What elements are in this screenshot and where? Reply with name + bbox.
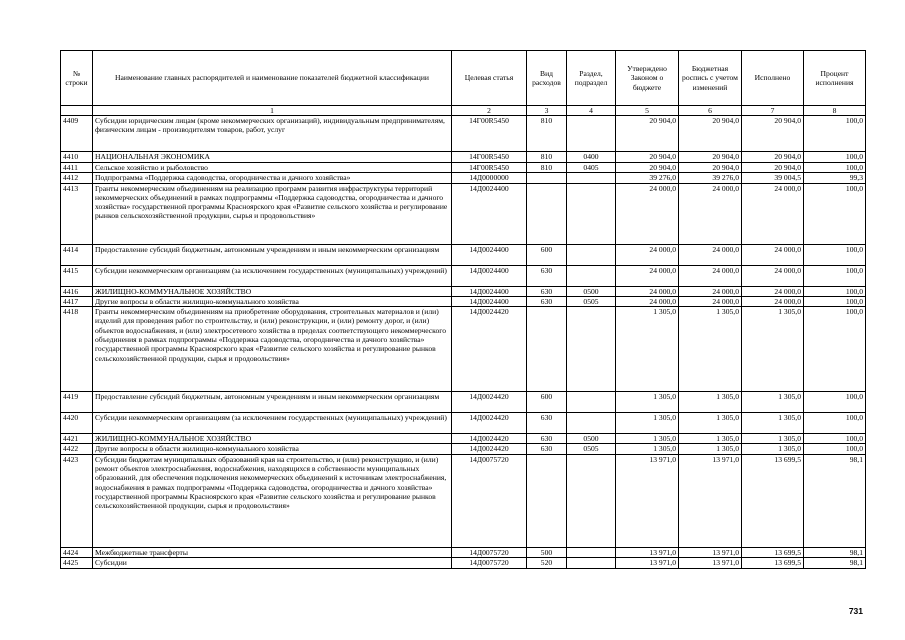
row-number: 4416: [61, 286, 93, 296]
header-row-no: № строки: [61, 51, 93, 106]
budget-list-amount: 24 000,0: [679, 265, 742, 286]
expense-type: 500: [527, 547, 567, 557]
row-number: 4424: [61, 547, 93, 557]
approved-amount: 24 000,0: [616, 183, 679, 244]
header-target: Целевая статья: [452, 51, 527, 106]
approved-amount: 1 305,0: [616, 392, 679, 413]
column-number: 8: [804, 106, 866, 116]
section-code: [567, 265, 616, 286]
header-percent: Процент исполнения: [804, 51, 866, 106]
table-row: [61, 558, 866, 569]
executed-amount: 39 004,5: [742, 173, 804, 183]
column-number: 4: [567, 106, 616, 116]
row-number: 4418: [61, 307, 93, 392]
expense-type: 600: [527, 392, 567, 413]
executed-amount: 20 904,0: [742, 116, 804, 152]
budget-list-amount: 24 000,0: [679, 286, 742, 296]
budget-list-amount: 20 904,0: [679, 116, 742, 152]
table-body: [61, 116, 866, 569]
target-article: 14Д0024400: [452, 296, 527, 306]
row-number: 4411: [61, 163, 93, 173]
approved-amount: 13 971,0: [616, 547, 679, 557]
expense-type: 810: [527, 152, 567, 163]
column-number: 5: [616, 106, 679, 116]
table-row: [61, 444, 866, 454]
table-row: [61, 434, 866, 444]
row-name: Субсидии некоммерческим организациям (за исключением государственных (муниципальных) учреждений): [93, 413, 452, 434]
budget-list-amount: 24 000,0: [679, 296, 742, 306]
target-article: 14Д0000000: [452, 173, 527, 183]
expense-type: 630: [527, 286, 567, 296]
execution-percent: 100,0: [804, 392, 866, 413]
expense-type: 520: [527, 558, 567, 569]
execution-percent: 100,0: [804, 152, 866, 163]
target-article: 14Д0024420: [452, 392, 527, 413]
approved-amount: 39 276,0: [616, 173, 679, 183]
row-number: 4417: [61, 296, 93, 306]
budget-list-amount: 13 971,0: [679, 454, 742, 547]
row-number: 4413: [61, 183, 93, 244]
row-name: ЖИЛИЩНО-КОММУНАЛЬНОЕ ХОЗЯЙСТВО: [93, 434, 452, 444]
table-row: [61, 183, 866, 244]
budget-list-amount: 1 305,0: [679, 413, 742, 434]
budget-list-amount: 39 276,0: [679, 173, 742, 183]
section-code: [567, 454, 616, 547]
section-code: 0505: [567, 444, 616, 454]
budget-list-amount: 13 971,0: [679, 558, 742, 569]
target-article: 14Д0075720: [452, 547, 527, 557]
executed-amount: 1 305,0: [742, 434, 804, 444]
section-code: 0500: [567, 434, 616, 444]
target-article: 14Д0024420: [452, 434, 527, 444]
column-number: 7: [742, 106, 804, 116]
approved-amount: 24 000,0: [616, 286, 679, 296]
target-article: 14Д0075720: [452, 454, 527, 547]
row-number: 4415: [61, 265, 93, 286]
row-number: 4425: [61, 558, 93, 569]
row-name: Подпрограмма «Поддержка садоводства, огородничества и дачного хозяйства»: [93, 173, 452, 183]
table-row: [61, 286, 866, 296]
execution-percent: 100,0: [804, 244, 866, 265]
section-code: [567, 173, 616, 183]
executed-amount: 1 305,0: [742, 444, 804, 454]
section-code: [567, 307, 616, 392]
column-number: 6: [679, 106, 742, 116]
approved-amount: 20 904,0: [616, 152, 679, 163]
section-code: [567, 244, 616, 265]
table-row: [61, 244, 866, 265]
table-row: [61, 307, 866, 392]
row-number: 4410: [61, 152, 93, 163]
budget-list-amount: 1 305,0: [679, 307, 742, 392]
execution-percent: 100,0: [804, 444, 866, 454]
row-name: Субсидии: [93, 558, 452, 569]
row-name: Межбюджетные трансферты: [93, 547, 452, 557]
row-number: 4423: [61, 454, 93, 547]
expense-type: 630: [527, 296, 567, 306]
section-code: [567, 558, 616, 569]
row-name: Субсидии юридическим лицам (кроме некоммерческих организаций), индивидуальным предпринимателям, физическим лицам - производителям товаров, работ, услуг: [93, 116, 452, 152]
approved-amount: 24 000,0: [616, 265, 679, 286]
approved-amount: 24 000,0: [616, 244, 679, 265]
expense-type: 630: [527, 434, 567, 444]
budget-execution-table: [60, 50, 866, 569]
executed-amount: 24 000,0: [742, 244, 804, 265]
target-article: 14Д0075720: [452, 558, 527, 569]
expense-type: [527, 307, 567, 392]
target-article: 14Д0024400: [452, 265, 527, 286]
execution-percent: 98,1: [804, 547, 866, 557]
approved-amount: 1 305,0: [616, 444, 679, 454]
target-article: 14Д0024400: [452, 244, 527, 265]
header-section: Раздел, подраздел: [567, 51, 616, 106]
execution-percent: 100,0: [804, 163, 866, 173]
row-number: 4419: [61, 392, 93, 413]
section-code: [567, 547, 616, 557]
executed-amount: 24 000,0: [742, 265, 804, 286]
expense-type: [527, 173, 567, 183]
target-article: 14Г00R5450: [452, 163, 527, 173]
expense-type: 630: [527, 444, 567, 454]
row-name: Сельское хозяйство и рыболовство: [93, 163, 452, 173]
row-name: Другие вопросы в области жилищно-коммунального хозяйства: [93, 444, 452, 454]
execution-percent: 98,1: [804, 454, 866, 547]
target-article: 14Д0024420: [452, 413, 527, 434]
approved-amount: 20 904,0: [616, 116, 679, 152]
executed-amount: 13 699,5: [742, 454, 804, 547]
table-row: [61, 163, 866, 173]
executed-amount: 20 904,0: [742, 152, 804, 163]
page-number: 731: [848, 606, 863, 616]
row-number: 4420: [61, 413, 93, 434]
expense-type: 630: [527, 413, 567, 434]
table-row: [61, 296, 866, 306]
row-name: Предоставление субсидий бюджетным, автономным учреждениям и иным некоммерческим организациям: [93, 392, 452, 413]
execution-percent: 100,0: [804, 307, 866, 392]
budget-list-amount: 20 904,0: [679, 152, 742, 163]
column-number-row: [61, 106, 866, 116]
execution-percent: 99,3: [804, 173, 866, 183]
header-budget-list: Бюджетная роспись с учетом изменений: [679, 51, 742, 106]
execution-percent: 100,0: [804, 413, 866, 434]
approved-amount: 13 971,0: [616, 558, 679, 569]
section-code: 0505: [567, 296, 616, 306]
table-row: [61, 152, 866, 163]
section-code: 0500: [567, 286, 616, 296]
table-row: [61, 116, 866, 152]
approved-amount: 1 305,0: [616, 434, 679, 444]
table-row: [61, 413, 866, 434]
budget-list-amount: 24 000,0: [679, 244, 742, 265]
budget-list-amount: 13 971,0: [679, 547, 742, 557]
executed-amount: 1 305,0: [742, 413, 804, 434]
header-approved: Утверждено Законом о бюджете: [616, 51, 679, 106]
header-type: Вид расходов: [527, 51, 567, 106]
approved-amount: 20 904,0: [616, 163, 679, 173]
target-article: 14Д0024400: [452, 183, 527, 244]
approved-amount: 1 305,0: [616, 307, 679, 392]
execution-percent: 100,0: [804, 265, 866, 286]
execution-percent: 100,0: [804, 183, 866, 244]
section-code: [567, 183, 616, 244]
executed-amount: 24 000,0: [742, 286, 804, 296]
header-executed: Исполнено: [742, 51, 804, 106]
row-number: 4421: [61, 434, 93, 444]
execution-percent: 100,0: [804, 434, 866, 444]
section-code: 0400: [567, 152, 616, 163]
column-number: 3: [527, 106, 567, 116]
execution-percent: 100,0: [804, 296, 866, 306]
table-row: [61, 173, 866, 183]
budget-list-amount: 1 305,0: [679, 392, 742, 413]
target-article: 14Д0024420: [452, 444, 527, 454]
target-article: 14Г00R5450: [452, 116, 527, 152]
budget-list-amount: 1 305,0: [679, 444, 742, 454]
row-name: Гранты некоммерческим объединениям на приобретение оборудования, строительных материалов и (или) изделий для проведения работ по строительству, и (или) реконструкции, и (или) ремонту дорог, и (или) объектов водоснабжения, и (или) электросетевого хозяйства в пределах соответствующего некоммерческого объединения в рамках подпрограммы «Поддержка садоводства, огородничества и дачного хозяйства» государственной программы Красноярского края «Развитие сельского хозяйства и регулирование рынков сельскохозяйственной продукции, сырья и продовольствия»: [93, 307, 452, 392]
row-name: Предоставление субсидий бюджетным, автономным учреждениям и иным некоммерческим организациям: [93, 244, 452, 265]
row-name: Гранты некоммерческим объединениям на реализацию программ развития инфраструктуры территорий некоммерческих объединений в рамках подпрограммы «Поддержка садоводства, огородничества и дачного хозяйства» государственной программы Красноярского края «Развитие сельского хозяйства и регулирование рынков сельскохозяйственной продукции, сырья и продовольствия»: [93, 183, 452, 244]
executed-amount: 1 305,0: [742, 392, 804, 413]
executed-amount: 1 305,0: [742, 307, 804, 392]
row-number: 4412: [61, 173, 93, 183]
column-number-blank: [61, 106, 93, 116]
expense-type: 600: [527, 244, 567, 265]
budget-list-amount: 24 000,0: [679, 183, 742, 244]
executed-amount: 13 699,5: [742, 547, 804, 557]
row-name: Субсидии бюджетам муниципальных образований края на строительство, и (или) реконструкцию, и (или) ремонт объектов электроснабжения, водоснабжения, находящихся в собственности муниципальных образований, для обеспечения подключения некоммерческих объединений к источникам электроснабжения, водоснабжения в рамках подпрограммы «Поддержка садоводства, огородничества и дачного хозяйства» государственной программы Красноярского края «Развитие сельского хозяйства и регулирование рынков сельскохозяйственной продукции, сырья и продовольствия»: [93, 454, 452, 547]
row-name: Субсидии некоммерческим организациям (за исключением государственных (муниципальных) учреждений): [93, 265, 452, 286]
table-row: [61, 392, 866, 413]
row-name: Другие вопросы в области жилищно-коммунального хозяйства: [93, 296, 452, 306]
expense-type: [527, 454, 567, 547]
column-number: 1: [93, 106, 452, 116]
row-number: 4414: [61, 244, 93, 265]
row-name: НАЦИОНАЛЬНАЯ ЭКОНОМИКА: [93, 152, 452, 163]
row-number: 4409: [61, 116, 93, 152]
budget-list-amount: 1 305,0: [679, 434, 742, 444]
executed-amount: 24 000,0: [742, 296, 804, 306]
approved-amount: 1 305,0: [616, 413, 679, 434]
section-code: [567, 392, 616, 413]
target-article: 14Д0024420: [452, 307, 527, 392]
approved-amount: 13 971,0: [616, 454, 679, 547]
target-article: 14Д0024400: [452, 286, 527, 296]
execution-percent: 100,0: [804, 116, 866, 152]
column-number: 2: [452, 106, 527, 116]
table-row: [61, 265, 866, 286]
header-row: [61, 51, 866, 106]
target-article: 14Г00R5450: [452, 152, 527, 163]
execution-percent: 98,1: [804, 558, 866, 569]
table-row: [61, 454, 866, 547]
execution-percent: 100,0: [804, 286, 866, 296]
expense-type: 810: [527, 163, 567, 173]
expense-type: 810: [527, 116, 567, 152]
executed-amount: 20 904,0: [742, 163, 804, 173]
header-name: Наименование главных распорядителей и наименование показателей бюджетной классификации: [93, 51, 452, 106]
expense-type: [527, 183, 567, 244]
section-code: 0405: [567, 163, 616, 173]
approved-amount: 24 000,0: [616, 296, 679, 306]
row-number: 4422: [61, 444, 93, 454]
expense-type: 630: [527, 265, 567, 286]
executed-amount: 24 000,0: [742, 183, 804, 244]
executed-amount: 13 699,5: [742, 558, 804, 569]
section-code: [567, 116, 616, 152]
section-code: [567, 413, 616, 434]
row-name: ЖИЛИЩНО-КОММУНАЛЬНОЕ ХОЗЯЙСТВО: [93, 286, 452, 296]
budget-list-amount: 20 904,0: [679, 163, 742, 173]
table-row: [61, 547, 866, 557]
